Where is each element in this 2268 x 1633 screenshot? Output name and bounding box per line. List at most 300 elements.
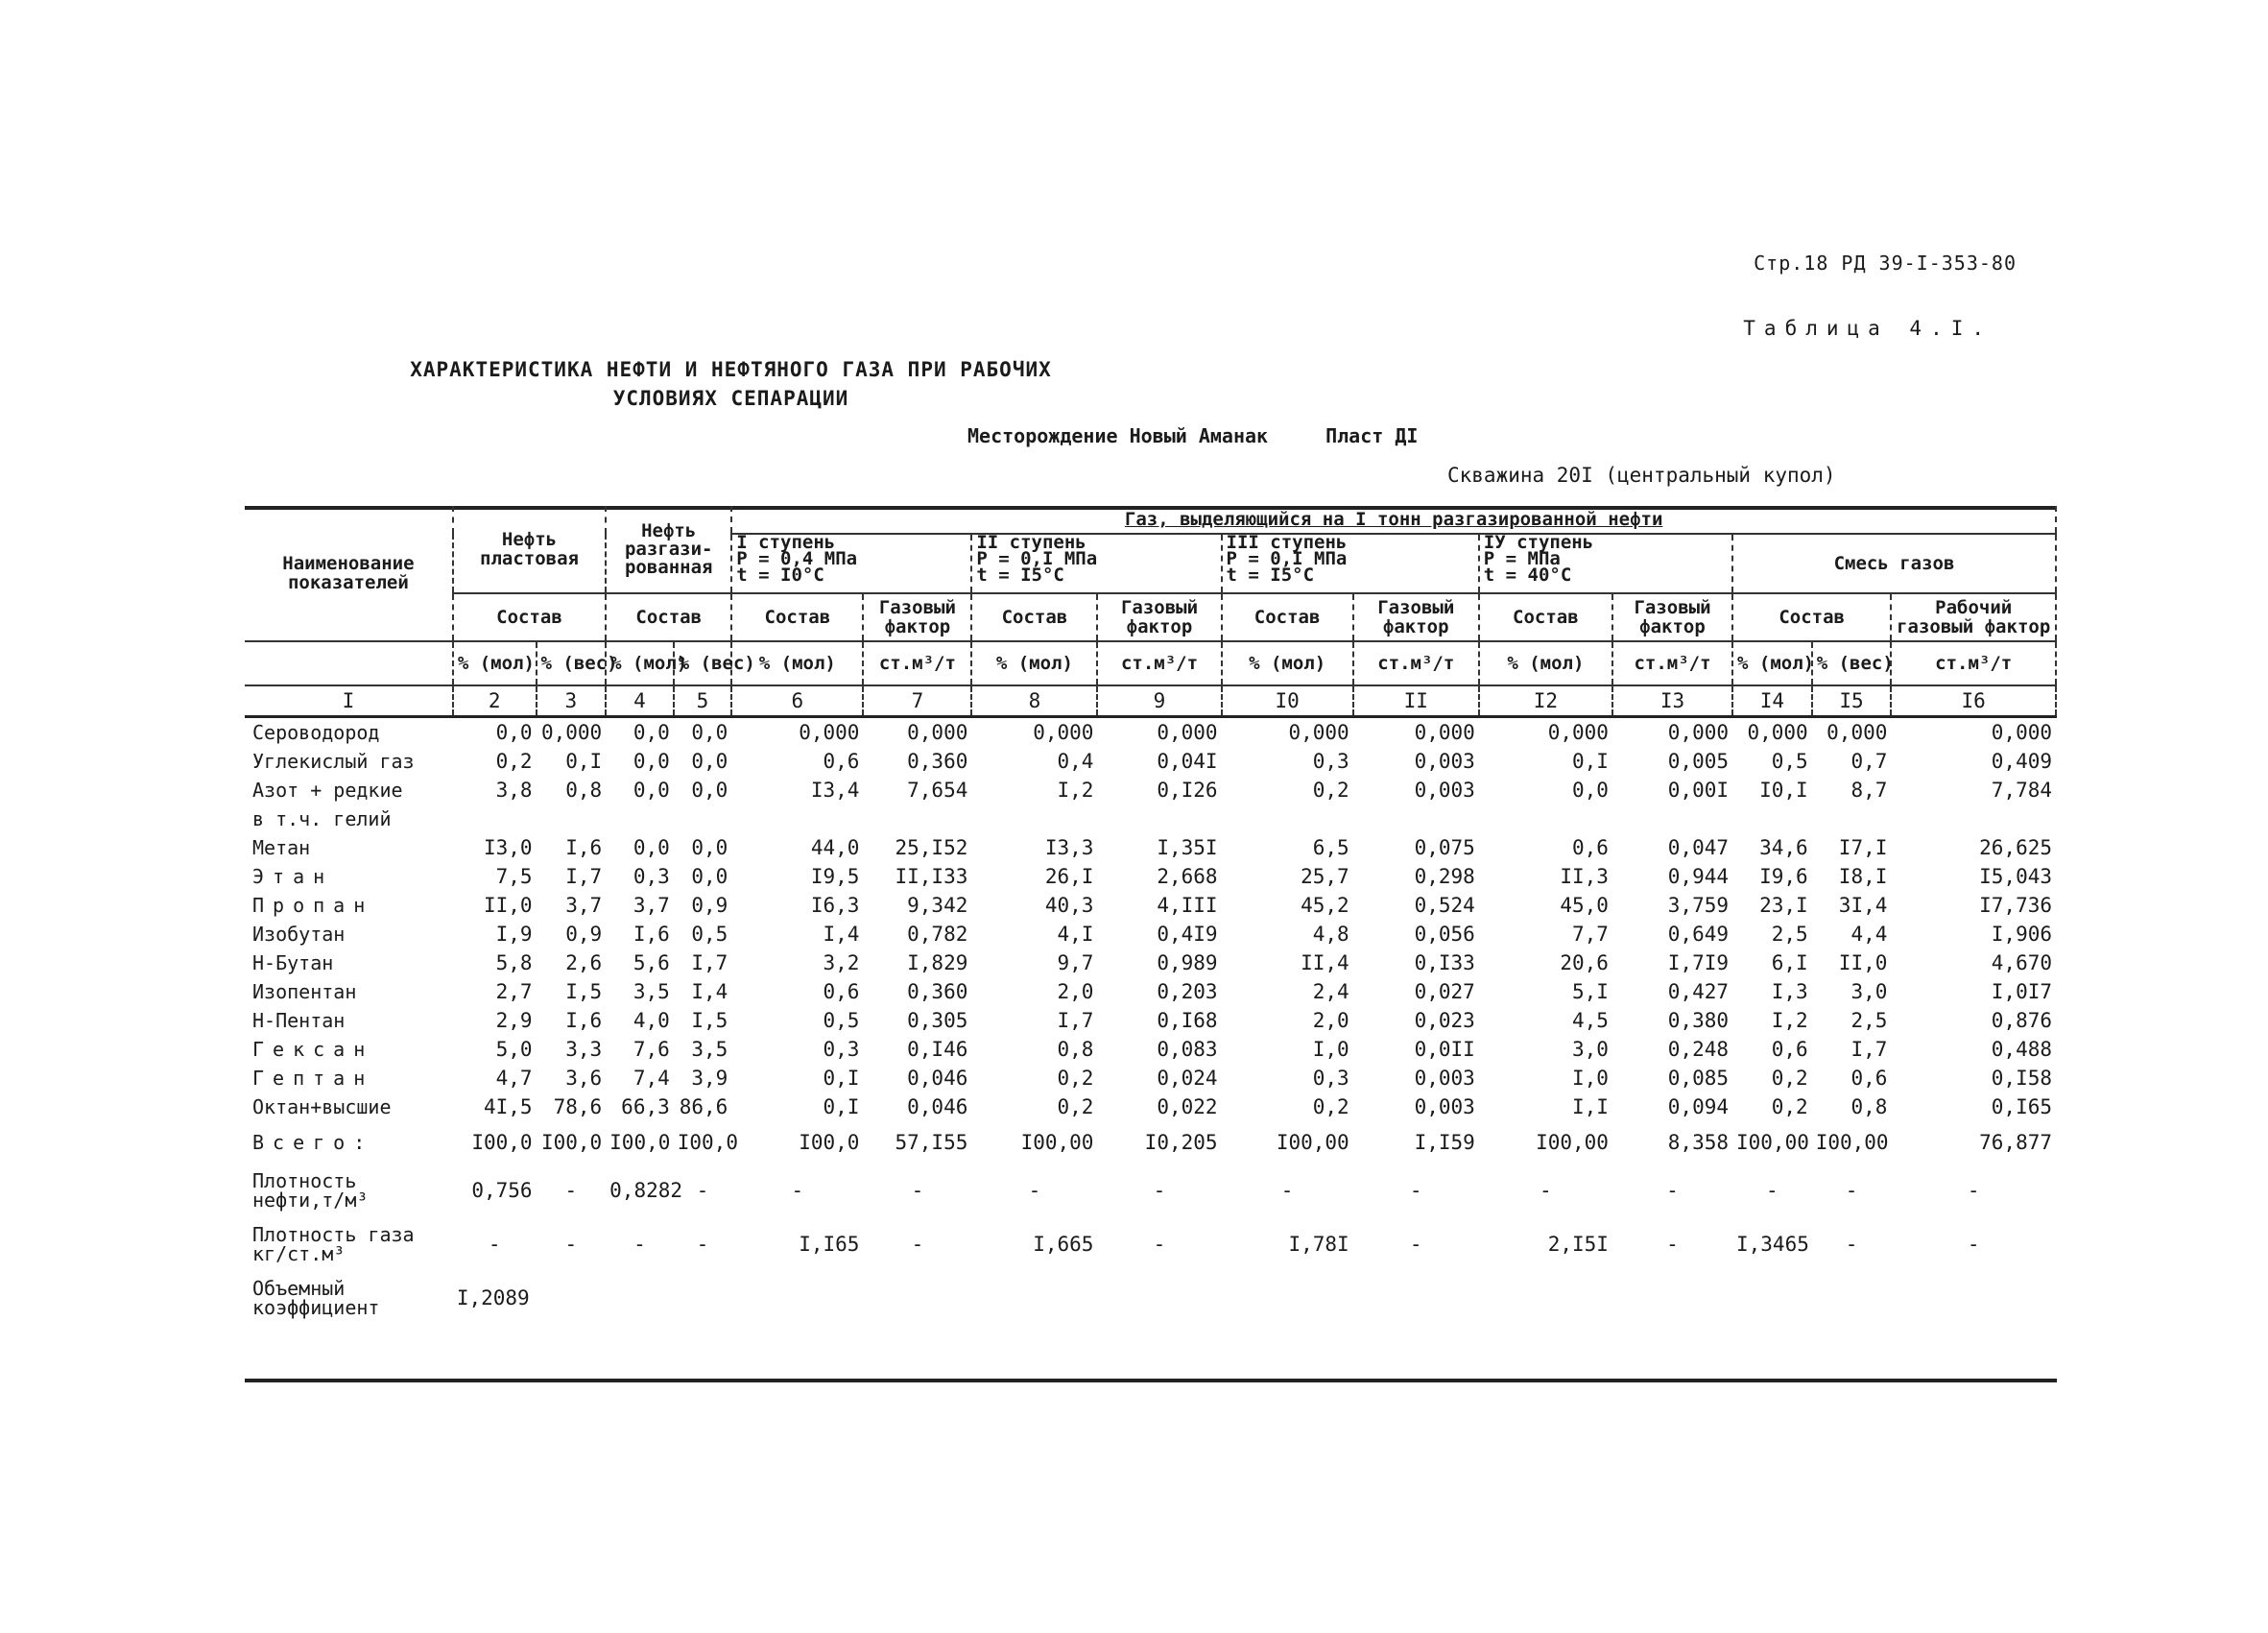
cell-value [1891,804,2056,833]
column-number: II [1353,685,1479,717]
cell-value [863,804,971,833]
stage-2-label: II ступень [976,532,1086,553]
header-oil-reservoir: Нефть пластовая [453,506,606,593]
table-row [245,1093,2056,1121]
cell-value: II,0 [1838,951,1888,974]
row-label: Метан [252,836,311,859]
cell-value: 0,000 [1288,721,1349,744]
header-name: Наименование показателей [245,506,453,641]
row-label: в т.ч. гелий [252,807,392,830]
cell-value [1612,1271,1732,1325]
cell-value: I,7I9 [1667,951,1729,974]
cell-value: I,7 [1850,1038,1888,1061]
cell-value: - [696,1179,709,1202]
cell-value: 0,085 [1667,1067,1729,1090]
header-sostav-oil-res: Состав [453,593,606,641]
cell-value [1097,804,1221,833]
cell-value: 0,360 [907,980,968,1003]
cell-value: 5,0 [495,1038,533,1061]
cell-value: 0,7 [1850,750,1888,773]
cell-value: I,3465 [1736,1233,1809,1256]
cell-value [674,804,732,833]
cell-value: 0,0 [633,750,670,773]
cell-value: 0,203 [1157,980,1218,1003]
column-number: 2 [453,685,537,717]
cell-value [606,1271,674,1325]
cell-value: 3,9 [691,1067,728,1090]
header-gas-factor-s2: Газовый фактор [1097,593,1221,641]
cell-value: 0,989 [1157,951,1218,974]
cell-value: I00,0 [677,1131,738,1154]
cell-value: 0,003 [1414,779,1475,802]
table-title [0,355,2268,413]
column-number: 8 [971,685,1097,717]
cell-value [537,1271,607,1325]
cell-value: 86,6 [679,1095,728,1118]
cell-value: 0,027 [1414,980,1475,1003]
cell-value: 0,023 [1414,1009,1475,1032]
cell-value: I0,205 [1144,1131,1218,1154]
cell-value: II,3 [1560,865,1609,888]
cell-value: 0,I [823,1067,860,1090]
unit-ves-15: % (вес) [1812,641,1892,685]
cell-value: I00,00 [1815,1131,1889,1154]
cell-value: 0,2 [1312,779,1349,802]
header-sostav-oil-deg: Состав [606,593,731,641]
well-info: Скважина 20I (центральный купол) [1447,464,1836,487]
cell-value: 2,0 [1312,1009,1349,1032]
table-row [245,1064,2056,1093]
header-sostav-s3: Состав [1222,593,1353,641]
cell-value: 3I,4 [1838,894,1888,917]
cell-value: 3,0 [1850,980,1888,1003]
cell-value: 0,003 [1414,750,1475,773]
cell-value: - [791,1179,804,1202]
cell-value: 0,04I [1157,750,1218,773]
cell-value [674,1271,732,1325]
cell-value: I0,I [1759,779,1808,802]
cell-value: 7,7 [1572,923,1609,946]
column-number-row [245,685,2056,717]
row-label: Н-Пентан [252,1009,346,1032]
cell-value: 0,0 [633,779,670,802]
cell-value: - [1845,1233,1858,1256]
cell-value: 0,0 [691,836,728,859]
cell-value: - [564,1233,578,1256]
cell-value: I00,00 [1276,1131,1349,1154]
cell-value: I,0I7 [1991,980,2052,1003]
cell-value: 0,4 [1057,750,1094,773]
column-number: 7 [863,685,971,717]
cell-value: - [1766,1179,1779,1202]
table-row [245,1035,2056,1064]
cell-value: 0,0 [691,865,728,888]
unit-ves-5: % (вес) [674,641,732,685]
cell-value: 5,6 [633,951,670,974]
table-row [245,833,2056,862]
column-number: I3 [1612,685,1732,717]
cell-value [731,1271,863,1325]
unit-mol-8: % (мол) [971,641,1097,685]
cell-value: 3,3 [565,1038,603,1061]
cell-value: I,6 [565,1009,603,1032]
cell-value: I,4 [691,980,728,1003]
cell-value: 0,083 [1157,1038,1218,1061]
cell-value: 4,5 [1572,1009,1609,1032]
cell-value: 0,876 [1991,1009,2052,1032]
cell-value: I,78I [1288,1233,1349,1256]
header-gas: Газ, выделяющийся на I тонн разгазированной нефти [731,506,2056,534]
header-work-gas-factor: Рабочий газовый фактор [1891,593,2056,641]
cell-value: I5,043 [1979,865,2052,888]
stage-1-temperature: t = I0°C [736,564,824,586]
table-number: Таблица 4.I. [1743,317,1993,340]
table-row [245,804,2056,833]
cell-value: I,2 [1057,779,1094,802]
column-number: I5 [1812,685,1892,717]
cell-value: 0,3 [633,865,670,888]
cell-value: 0,0 [633,836,670,859]
data-table-wrapper [245,506,2057,1325]
cell-value [1097,1271,1221,1325]
cell-value: 0,782 [907,923,968,946]
stage-4-pressure: P = МПа [1483,548,1561,569]
cell-value: 2,9 [495,1009,533,1032]
cell-value: 44,0 [810,836,860,859]
cell-value: I,35I [1157,836,1218,859]
cell-value: 0,000 [799,721,860,744]
cell-value: 0,I68 [1157,1009,1218,1032]
column-number: 5 [674,685,732,717]
cell-value: 0,I33 [1414,951,1475,974]
cell-value: - [1028,1179,1041,1202]
cell-value [1353,1271,1479,1325]
cell-value: I,665 [1033,1233,1094,1256]
cell-value: I,829 [907,951,968,974]
cell-value: 45,0 [1560,894,1609,917]
table-row [245,862,2056,891]
cell-value: 0,9 [691,894,728,917]
cell-value [1732,804,1812,833]
cell-value: 0,756 [471,1179,533,1202]
cell-value: 7,654 [907,779,968,802]
table-row [245,717,2056,748]
cell-value: 4,0 [633,1009,670,1032]
cell-value: - [1409,1233,1422,1256]
cell-value: I6,3 [810,894,860,917]
cell-value: 0,I [823,1095,860,1118]
cell-value: 6,5 [1312,836,1349,859]
column-number: I [245,685,453,717]
unit-m3t-16: ст.м³/т [1891,641,2056,685]
cell-value: 0,3 [1312,1067,1349,1090]
cell-value: 0,I26 [1157,779,1218,802]
header-gas-factor-s4: Газовый фактор [1612,593,1732,641]
header-sostav-s2: Состав [971,593,1097,641]
cell-value: I,3 [1771,980,1808,1003]
cell-value: 0,360 [907,750,968,773]
cell-value: - [1280,1179,1294,1202]
cell-value: 25,7 [1301,865,1349,888]
cell-value: 40,3 [1044,894,1094,917]
cell-value: 3,759 [1667,894,1729,917]
cell-value: 0,6 [823,750,860,773]
cell-value: 66,3 [621,1095,670,1118]
cell-value: 2,5 [1850,1009,1888,1032]
cell-value [731,804,863,833]
cell-value: 0,0 [691,779,728,802]
unit-m3t-9: ст.м³/т [1097,641,1221,685]
cell-value: - [1967,1233,1980,1256]
cell-value: 0,000 [1414,721,1475,744]
header-sostav-mix: Состав [1732,593,1891,641]
row-label: Объемный коэффициент [252,1277,380,1319]
cell-value: 0,046 [907,1095,968,1118]
unit-m3t-11: ст.м³/т [1353,641,1479,685]
column-number: I6 [1891,685,2056,717]
row-label: Н-Бутан [252,951,334,974]
column-number: I0 [1222,685,1353,717]
cell-value: I,I [1572,1095,1609,1118]
row-label: Сероводород [252,721,380,744]
cell-value: 0,046 [907,1067,968,1090]
cell-value: 4,4 [1850,923,1888,946]
cell-value [1222,1271,1353,1325]
cell-value: I3,0 [483,836,533,859]
cell-value: 0,6 [1850,1067,1888,1090]
row-label: Пропан [252,894,374,917]
stage-3-pressure: P = 0,I МПа [1226,548,1348,569]
cell-value: 0,3 [823,1038,860,1061]
cell-value: 3,8 [495,779,533,802]
unit-mol-14: % (мол) [1732,641,1812,685]
cell-value: 3,0 [1572,1038,1609,1061]
cell-value: 2,6 [565,951,603,974]
cell-value: - [911,1233,924,1256]
table-row [245,977,2056,1006]
cell-value: 7,4 [633,1067,670,1090]
cell-value: I00,00 [1536,1131,1609,1154]
header-gas-factor-s1: Газовый фактор [863,593,971,641]
column-number: 3 [537,685,607,717]
cell-value: II,0 [483,894,533,917]
header-gas-mix: Смесь газов [1732,534,2056,593]
cell-value: I,7 [565,865,603,888]
table-row [245,1164,2056,1217]
table-row [245,949,2056,977]
cell-value [1891,1271,2056,1325]
header-sostav-s4: Состав [1479,593,1612,641]
cell-value [863,1271,971,1325]
header-unit-blank [245,641,453,685]
cell-value: 0,5 [823,1009,860,1032]
cell-value: 0,000 [1667,721,1729,744]
cell-value: 9,342 [907,894,968,917]
cell-value: 0,I58 [1991,1067,2052,1090]
header-sostav-s1: Состав [731,593,863,641]
cell-value: 0,000 [1826,721,1888,744]
cell-value: 4I,5 [483,1095,533,1118]
cell-value: 0,248 [1667,1038,1729,1061]
cell-value: 0,000 [1547,721,1609,744]
cell-value [537,804,607,833]
cell-value: 0,0 [691,750,728,773]
cell-value: 0,8 [1850,1095,1888,1118]
stage-3-label: III ступень [1226,532,1348,553]
cell-value: 0,5 [691,923,728,946]
cell-value: 3,5 [691,1038,728,1061]
cell-value: - [1409,1179,1422,1202]
stage-1-pressure: P = 0,4 МПа [736,548,858,569]
cell-value: 6,I [1771,951,1808,974]
row-label: Гексан [252,1038,374,1061]
cell-value: 4,8 [1312,923,1349,946]
cell-value: I3,3 [1044,836,1094,859]
cell-value: I,2 [1771,1009,1808,1032]
cell-value: I00,0 [471,1131,533,1154]
cell-value: 0,2 [1771,1095,1808,1118]
cell-value: 0,2 [1057,1067,1094,1090]
cell-value: 4,7 [495,1067,533,1090]
cell-value: 0,0 [691,721,728,744]
cell-value [1812,1271,1892,1325]
table-row [245,776,2056,804]
cell-value: 0,4I9 [1157,923,1218,946]
row-label: Плотность нефти,т/м³ [252,1169,369,1212]
field-name: Месторождение Новый Аманак [967,424,1269,447]
cell-value: 0,3 [1312,750,1349,773]
cell-value: 57,I55 [895,1131,968,1154]
unit-mol-2: % (мол) [453,641,537,685]
header-stage-1 [731,534,971,593]
cell-value: 0,2 [1771,1067,1808,1090]
cell-value: 0,427 [1667,980,1729,1003]
cell-value: I00,0 [609,1131,671,1154]
cell-value: 0,0 [1572,779,1609,802]
cell-value [971,1271,1097,1325]
table-bottom-rule [245,1379,2057,1382]
cell-value: I,906 [1991,923,2052,946]
table-body [245,717,2056,1326]
stage-1-label: I ступень [736,532,836,553]
cell-value: 5,8 [495,951,533,974]
cell-value: - [1540,1179,1552,1202]
cell-value: I9,6 [1759,865,1808,888]
row-label: Плотность газа кг/ст.м³ [252,1223,415,1265]
cell-value: 45,2 [1301,894,1349,917]
header-gas-factor-s3: Газовый фактор [1353,593,1479,641]
cell-value [1732,1271,1812,1325]
stage-4-label: IУ ступень [1483,532,1594,553]
cell-value: II,I33 [895,865,968,888]
cell-value [971,804,1097,833]
field-info [967,424,1418,447]
cell-value: 0,I46 [907,1038,968,1061]
cell-value [1812,804,1892,833]
cell-value: - [1153,1233,1166,1256]
header-stage-3 [1222,534,1479,593]
cell-value: 0,524 [1414,894,1475,917]
row-label: Изопентан [252,980,357,1003]
cell-value: 0,0 [633,721,670,744]
cell-value: 26,I [1044,865,1094,888]
cell-value: I,7 [1057,1009,1094,1032]
cell-value: 0,305 [907,1009,968,1032]
cell-value: 2,5 [1771,923,1808,946]
cell-value: 0,944 [1667,865,1729,888]
cell-value: 0,409 [1991,750,2052,773]
cell-value: 3,7 [565,894,603,917]
unit-ves-3: % (вес) [537,641,607,685]
cell-value: 20,6 [1560,951,1609,974]
cell-value: 0,024 [1157,1067,1218,1090]
cell-value: 0,488 [1991,1038,2052,1061]
cell-value: I,I65 [799,1233,860,1256]
cell-value: 0,056 [1414,923,1475,946]
cell-value: 0,000 [1991,721,2052,744]
column-number: I2 [1479,685,1612,717]
cell-value: I,5 [691,1009,728,1032]
cell-value: I,6 [565,836,603,859]
column-number: I4 [1732,685,1812,717]
cell-value: I00,00 [1736,1131,1809,1154]
header-stage-2 [971,534,1221,593]
cell-value: - [1666,1179,1679,1202]
cell-value: 3,2 [823,951,860,974]
table-row [245,920,2056,949]
cell-value: - [564,1179,578,1202]
cell-value: 0,000 [1747,721,1808,744]
cell-value: 0,8 [1057,1038,1094,1061]
cell-value: 0,8282 [609,1179,683,1202]
cell-value: 0,0II [1414,1038,1475,1061]
cell-value: 23,I [1759,894,1808,917]
cell-value: I,0 [1572,1067,1609,1090]
stage-3-temperature: t = I5°C [1226,564,1315,586]
table-row [245,1121,2056,1164]
cell-value: 5,I [1572,980,1609,1003]
row-label: Углекислый газ [252,750,415,773]
cell-value: - [911,1179,924,1202]
cell-value: 0,005 [1667,750,1729,773]
cell-value: 0,000 [540,721,603,744]
cell-value: 0,6 [1572,836,1609,859]
cell-value: - [696,1233,709,1256]
cell-value: I9,5 [810,865,860,888]
cell-value: I8,I [1838,865,1888,888]
cell-value: 0,003 [1414,1067,1475,1090]
cell-value: - [1967,1179,1980,1202]
cell-value: 8,7 [1850,779,1888,802]
cell-value: - [1153,1179,1166,1202]
cell-value: I7,736 [1979,894,2052,917]
cell-value: 0,094 [1667,1095,1729,1118]
cell-value: 0,9 [565,923,603,946]
cell-value [1222,804,1353,833]
cell-value: 3,5 [633,980,670,1003]
cell-value: 0,003 [1414,1095,1475,1118]
unit-mol-4: % (мол) [606,641,674,685]
column-number: 6 [731,685,863,717]
unit-m3t-7: ст.м³/т [863,641,971,685]
cell-value: - [488,1233,501,1256]
cell-value: - [1845,1179,1858,1202]
cell-value: I,4 [823,923,860,946]
cell-value: 0,047 [1667,836,1729,859]
cell-value: 0,649 [1667,923,1729,946]
cell-value: 0,I65 [1991,1095,2052,1118]
cell-value: 0,2 [1057,1095,1094,1118]
